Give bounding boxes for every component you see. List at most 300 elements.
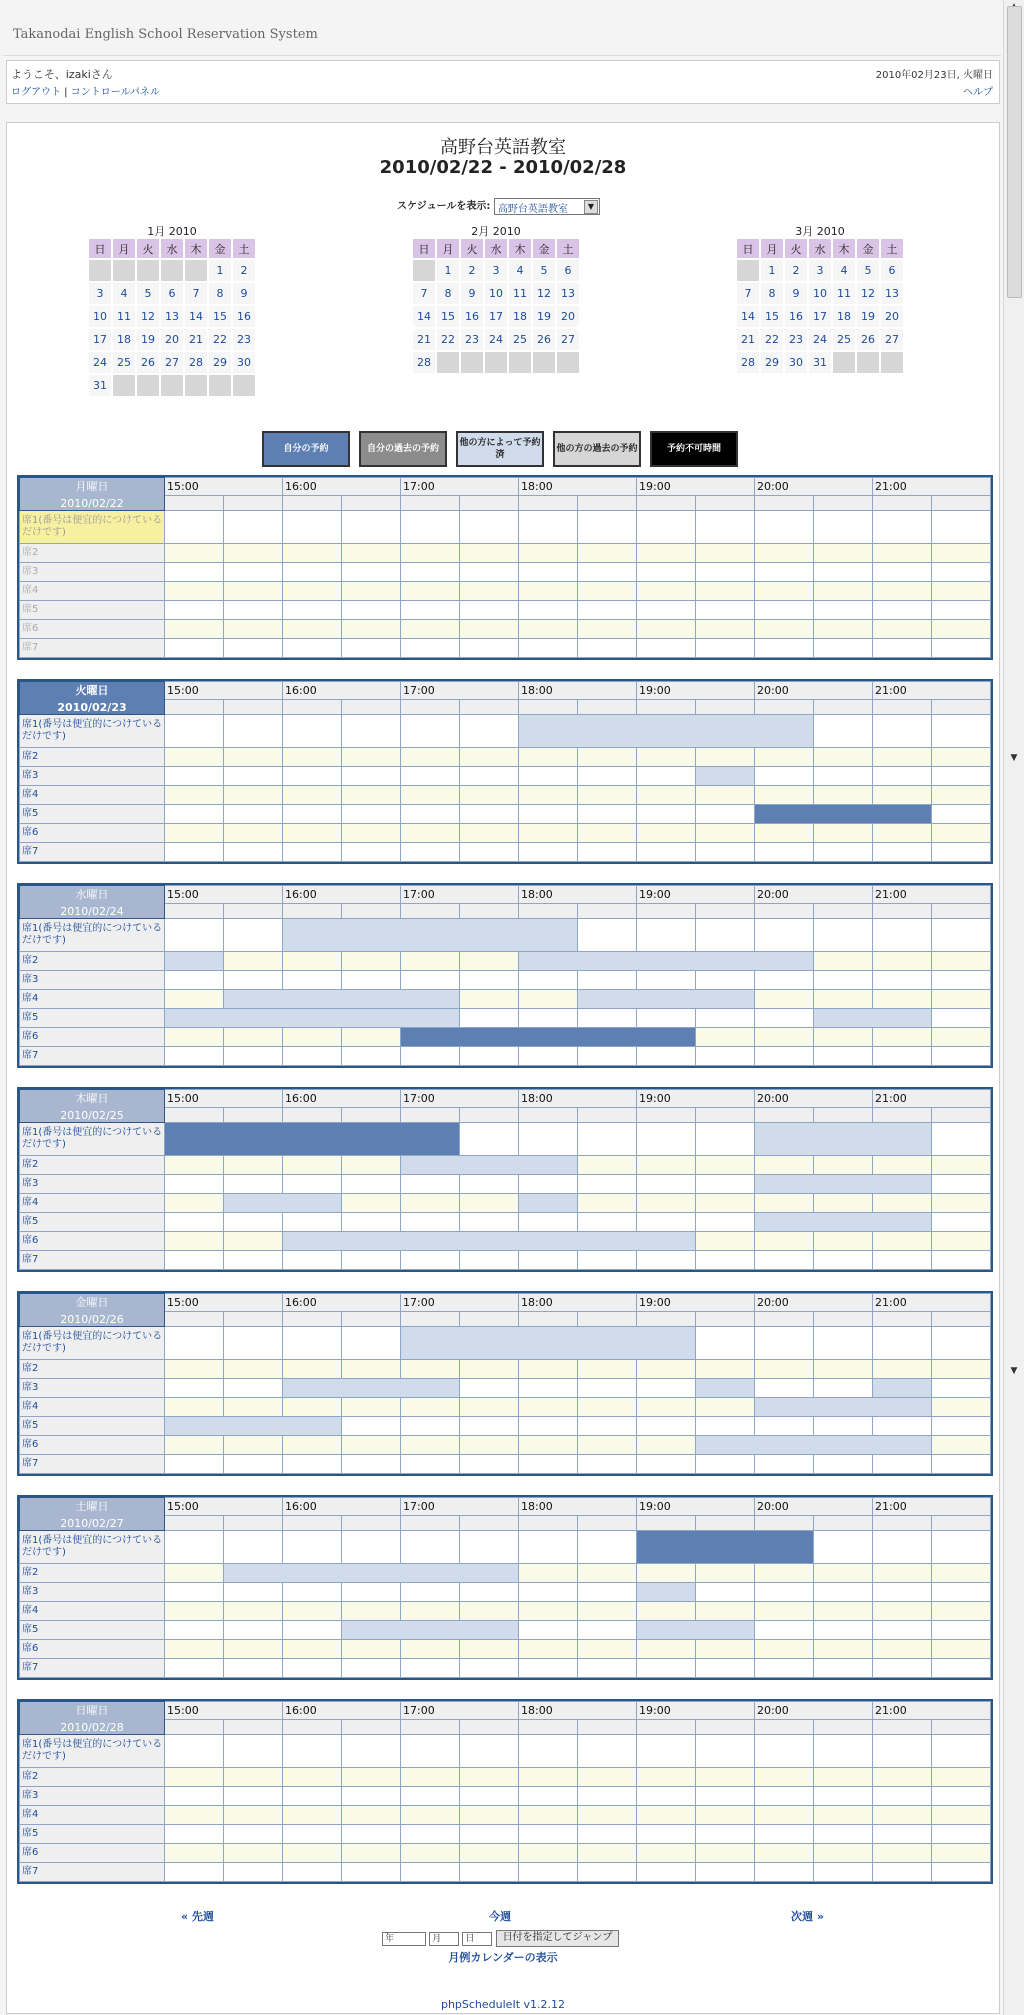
- time-slot[interactable]: [814, 1047, 873, 1066]
- time-slot[interactable]: [342, 824, 401, 843]
- time-slot[interactable]: [637, 1213, 696, 1232]
- time-slot[interactable]: [578, 748, 637, 767]
- calendar-day[interactable]: 29: [761, 352, 783, 373]
- jump-day-input[interactable]: 日: [462, 1932, 492, 1946]
- seat-label[interactable]: 席6: [20, 1640, 165, 1659]
- other-reservation[interactable]: [519, 1194, 578, 1213]
- time-slot[interactable]: [696, 1156, 755, 1175]
- time-slot[interactable]: [755, 1787, 814, 1806]
- time-slot[interactable]: [224, 843, 283, 862]
- other-reservation[interactable]: [283, 1232, 696, 1251]
- time-slot[interactable]: [637, 971, 696, 990]
- logout-link[interactable]: ログアウト: [11, 87, 61, 98]
- time-slot[interactable]: [873, 1787, 932, 1806]
- time-slot[interactable]: [696, 1194, 755, 1213]
- time-slot[interactable]: [165, 1455, 224, 1474]
- time-slot[interactable]: [342, 1844, 401, 1863]
- calendar-day[interactable]: 9: [233, 283, 255, 304]
- time-slot[interactable]: [578, 1787, 637, 1806]
- time-slot[interactable]: [873, 1825, 932, 1844]
- time-slot[interactable]: [283, 511, 342, 544]
- time-slot[interactable]: [342, 620, 401, 639]
- calendar-day[interactable]: 12: [857, 283, 879, 304]
- time-slot[interactable]: [578, 582, 637, 601]
- time-slot[interactable]: [460, 544, 519, 563]
- time-slot[interactable]: [755, 620, 814, 639]
- time-slot[interactable]: [165, 563, 224, 582]
- seat-label[interactable]: 席3: [20, 1175, 165, 1194]
- time-slot[interactable]: [283, 767, 342, 786]
- time-slot[interactable]: [165, 1251, 224, 1270]
- calendar-day[interactable]: 21: [185, 329, 207, 350]
- time-slot[interactable]: [932, 1232, 991, 1251]
- time-slot[interactable]: [578, 767, 637, 786]
- calendar-day[interactable]: 14: [737, 306, 759, 327]
- time-slot[interactable]: [342, 1436, 401, 1455]
- time-slot[interactable]: [165, 1436, 224, 1455]
- time-slot[interactable]: [401, 1768, 460, 1787]
- time-slot[interactable]: [401, 715, 460, 748]
- seat-label[interactable]: 席6: [20, 620, 165, 639]
- calendar-day[interactable]: 16: [461, 306, 483, 327]
- time-slot[interactable]: [932, 1047, 991, 1066]
- time-slot[interactable]: [165, 919, 224, 952]
- time-slot[interactable]: [814, 1844, 873, 1863]
- time-slot[interactable]: [696, 1213, 755, 1232]
- time-slot[interactable]: [401, 544, 460, 563]
- time-slot[interactable]: [519, 1735, 578, 1768]
- time-slot[interactable]: [165, 748, 224, 767]
- time-slot[interactable]: [401, 1360, 460, 1379]
- time-slot[interactable]: [873, 1659, 932, 1678]
- time-slot[interactable]: [342, 843, 401, 862]
- time-slot[interactable]: [873, 639, 932, 658]
- time-slot[interactable]: [932, 1621, 991, 1640]
- time-slot[interactable]: [637, 1123, 696, 1156]
- my-reservation[interactable]: [755, 805, 932, 824]
- jump-month-input[interactable]: 月: [429, 1932, 459, 1946]
- time-slot[interactable]: [578, 1251, 637, 1270]
- calendar-day[interactable]: 12: [533, 283, 555, 304]
- seat-label[interactable]: 席3: [20, 971, 165, 990]
- time-slot[interactable]: [342, 563, 401, 582]
- other-reservation[interactable]: [696, 1379, 755, 1398]
- time-slot[interactable]: [519, 824, 578, 843]
- time-slot[interactable]: [755, 1602, 814, 1621]
- time-slot[interactable]: [932, 843, 991, 862]
- time-slot[interactable]: [814, 952, 873, 971]
- time-slot[interactable]: [932, 1398, 991, 1417]
- time-slot[interactable]: [519, 563, 578, 582]
- this-week-link[interactable]: 今週: [489, 1910, 511, 1923]
- calendar-day[interactable]: 31: [89, 375, 111, 396]
- time-slot[interactable]: [224, 1602, 283, 1621]
- time-slot[interactable]: [460, 786, 519, 805]
- time-slot[interactable]: [814, 1768, 873, 1787]
- time-slot[interactable]: [578, 1863, 637, 1882]
- time-slot[interactable]: [224, 1806, 283, 1825]
- seat-label[interactable]: 席5: [20, 805, 165, 824]
- time-slot[interactable]: [696, 582, 755, 601]
- time-slot[interactable]: [283, 1360, 342, 1379]
- time-slot[interactable]: [401, 1583, 460, 1602]
- time-slot[interactable]: [224, 1825, 283, 1844]
- time-slot[interactable]: [873, 1047, 932, 1066]
- time-slot[interactable]: [755, 1640, 814, 1659]
- time-slot[interactable]: [814, 563, 873, 582]
- time-slot[interactable]: [342, 1213, 401, 1232]
- time-slot[interactable]: [165, 1047, 224, 1066]
- time-slot[interactable]: [637, 1360, 696, 1379]
- time-slot[interactable]: [224, 952, 283, 971]
- time-slot[interactable]: [755, 511, 814, 544]
- time-slot[interactable]: [637, 1564, 696, 1583]
- month-view-link[interactable]: 月例カレンダーの表示: [448, 1951, 558, 1964]
- time-slot[interactable]: [165, 1602, 224, 1621]
- time-slot[interactable]: [342, 582, 401, 601]
- time-slot[interactable]: [637, 767, 696, 786]
- time-slot[interactable]: [578, 971, 637, 990]
- time-slot[interactable]: [873, 1602, 932, 1621]
- time-slot[interactable]: [283, 639, 342, 658]
- calendar-day[interactable]: 19: [137, 329, 159, 350]
- time-slot[interactable]: [755, 601, 814, 620]
- time-slot[interactable]: [401, 843, 460, 862]
- seat-label[interactable]: 席1(番号は便宜的につけているだけです): [20, 1327, 165, 1360]
- time-slot[interactable]: [932, 1640, 991, 1659]
- time-slot[interactable]: [224, 1659, 283, 1678]
- time-slot[interactable]: [165, 1806, 224, 1825]
- time-slot[interactable]: [932, 1768, 991, 1787]
- seat-label[interactable]: 席7: [20, 1251, 165, 1270]
- time-slot[interactable]: [696, 971, 755, 990]
- time-slot[interactable]: [873, 1531, 932, 1564]
- other-reservation[interactable]: [165, 952, 224, 971]
- time-slot[interactable]: [696, 1175, 755, 1194]
- time-slot[interactable]: [696, 1417, 755, 1436]
- time-slot[interactable]: [932, 1175, 991, 1194]
- time-slot[interactable]: [578, 1583, 637, 1602]
- time-slot[interactable]: [283, 1787, 342, 1806]
- time-slot[interactable]: [401, 1213, 460, 1232]
- my-reservation[interactable]: [401, 1028, 696, 1047]
- time-slot[interactable]: [460, 620, 519, 639]
- time-slot[interactable]: [342, 1768, 401, 1787]
- time-slot[interactable]: [696, 1047, 755, 1066]
- calendar-day[interactable]: 16: [233, 306, 255, 327]
- calendar-day[interactable]: 4: [113, 283, 135, 304]
- time-slot[interactable]: [814, 639, 873, 658]
- time-slot[interactable]: [224, 601, 283, 620]
- time-slot[interactable]: [460, 1844, 519, 1863]
- time-slot[interactable]: [755, 919, 814, 952]
- time-slot[interactable]: [637, 1009, 696, 1028]
- time-slot[interactable]: [224, 1621, 283, 1640]
- time-slot[interactable]: [224, 1787, 283, 1806]
- time-slot[interactable]: [873, 767, 932, 786]
- calendar-day[interactable]: 15: [437, 306, 459, 327]
- time-slot[interactable]: [578, 1531, 637, 1564]
- seat-label[interactable]: 席2: [20, 1768, 165, 1787]
- calendar-day[interactable]: 6: [557, 260, 579, 281]
- scrollbar[interactable]: [1003, 0, 1024, 2015]
- time-slot[interactable]: [814, 1455, 873, 1474]
- other-reservation[interactable]: [224, 1564, 519, 1583]
- time-slot[interactable]: [755, 1621, 814, 1640]
- time-slot[interactable]: [932, 1213, 991, 1232]
- time-slot[interactable]: [283, 1640, 342, 1659]
- calendar-day[interactable]: 31: [809, 352, 831, 373]
- calendar-day[interactable]: 21: [413, 329, 435, 350]
- seat-label[interactable]: 席4: [20, 1194, 165, 1213]
- time-slot[interactable]: [932, 1825, 991, 1844]
- time-slot[interactable]: [873, 1564, 932, 1583]
- time-slot[interactable]: [342, 1360, 401, 1379]
- time-slot[interactable]: [637, 1844, 696, 1863]
- time-slot[interactable]: [401, 1175, 460, 1194]
- time-slot[interactable]: [578, 1009, 637, 1028]
- time-slot[interactable]: [873, 1735, 932, 1768]
- time-slot[interactable]: [578, 1123, 637, 1156]
- time-slot[interactable]: [637, 1379, 696, 1398]
- time-slot[interactable]: [932, 1360, 991, 1379]
- seat-label[interactable]: 席7: [20, 1047, 165, 1066]
- time-slot[interactable]: [224, 1844, 283, 1863]
- time-slot[interactable]: [873, 544, 932, 563]
- time-slot[interactable]: [165, 990, 224, 1009]
- time-slot[interactable]: [696, 1735, 755, 1768]
- time-slot[interactable]: [755, 1047, 814, 1066]
- time-slot[interactable]: [755, 971, 814, 990]
- seat-label[interactable]: 席5: [20, 1417, 165, 1436]
- time-slot[interactable]: [401, 1735, 460, 1768]
- time-slot[interactable]: [283, 1436, 342, 1455]
- time-slot[interactable]: [814, 1787, 873, 1806]
- time-slot[interactable]: [814, 1659, 873, 1678]
- time-slot[interactable]: [637, 582, 696, 601]
- time-slot[interactable]: [460, 1379, 519, 1398]
- time-slot[interactable]: [578, 1825, 637, 1844]
- time-slot[interactable]: [519, 1863, 578, 1882]
- calendar-day[interactable]: 17: [485, 306, 507, 327]
- time-slot[interactable]: [755, 990, 814, 1009]
- time-slot[interactable]: [578, 563, 637, 582]
- calendar-day[interactable]: 11: [509, 283, 531, 304]
- time-slot[interactable]: [283, 1047, 342, 1066]
- calendar-day[interactable]: 10: [89, 306, 111, 327]
- time-slot[interactable]: [283, 824, 342, 843]
- time-slot[interactable]: [283, 1028, 342, 1047]
- time-slot[interactable]: [637, 805, 696, 824]
- time-slot[interactable]: [460, 1455, 519, 1474]
- time-slot[interactable]: [637, 511, 696, 544]
- time-slot[interactable]: [932, 1735, 991, 1768]
- time-slot[interactable]: [519, 1787, 578, 1806]
- time-slot[interactable]: [342, 1327, 401, 1360]
- calendar-day[interactable]: 10: [485, 283, 507, 304]
- seat-label[interactable]: 席1(番号は便宜的につけているだけです): [20, 919, 165, 952]
- time-slot[interactable]: [755, 1379, 814, 1398]
- time-slot[interactable]: [224, 748, 283, 767]
- seat-label[interactable]: 席2: [20, 748, 165, 767]
- time-slot[interactable]: [224, 544, 283, 563]
- time-slot[interactable]: [224, 1583, 283, 1602]
- time-slot[interactable]: [283, 1455, 342, 1474]
- time-slot[interactable]: [932, 715, 991, 748]
- time-slot[interactable]: [696, 1232, 755, 1251]
- time-slot[interactable]: [814, 1564, 873, 1583]
- seat-label[interactable]: 席1(番号は便宜的につけているだけです): [20, 1735, 165, 1768]
- time-slot[interactable]: [283, 843, 342, 862]
- time-slot[interactable]: [224, 563, 283, 582]
- time-slot[interactable]: [224, 824, 283, 843]
- calendar-day[interactable]: 1: [437, 260, 459, 281]
- time-slot[interactable]: [696, 639, 755, 658]
- time-slot[interactable]: [165, 1028, 224, 1047]
- calendar-day[interactable]: 17: [809, 306, 831, 327]
- control-panel-link[interactable]: コントロールパネル: [70, 87, 160, 98]
- time-slot[interactable]: [814, 620, 873, 639]
- time-slot[interactable]: [578, 1436, 637, 1455]
- time-slot[interactable]: [283, 1398, 342, 1417]
- calendar-day[interactable]: 7: [185, 283, 207, 304]
- seat-label[interactable]: 席6: [20, 1436, 165, 1455]
- time-slot[interactable]: [578, 1768, 637, 1787]
- seat-label[interactable]: 席7: [20, 1863, 165, 1882]
- time-slot[interactable]: [165, 1379, 224, 1398]
- my-reservation[interactable]: [637, 1531, 814, 1564]
- seat-label[interactable]: 席6: [20, 824, 165, 843]
- time-slot[interactable]: [460, 639, 519, 658]
- seat-label[interactable]: 席5: [20, 1213, 165, 1232]
- time-slot[interactable]: [696, 511, 755, 544]
- time-slot[interactable]: [165, 1194, 224, 1213]
- time-slot[interactable]: [460, 563, 519, 582]
- time-slot[interactable]: [519, 805, 578, 824]
- time-slot[interactable]: [814, 1379, 873, 1398]
- time-slot[interactable]: [814, 1360, 873, 1379]
- time-slot[interactable]: [342, 1175, 401, 1194]
- time-slot[interactable]: [342, 601, 401, 620]
- time-slot[interactable]: [401, 1787, 460, 1806]
- time-slot[interactable]: [460, 1398, 519, 1417]
- time-slot[interactable]: [519, 971, 578, 990]
- time-slot[interactable]: [165, 544, 224, 563]
- calendar-day[interactable]: 11: [113, 306, 135, 327]
- time-slot[interactable]: [755, 563, 814, 582]
- seat-label[interactable]: 席3: [20, 1583, 165, 1602]
- time-slot[interactable]: [637, 1640, 696, 1659]
- time-slot[interactable]: [873, 620, 932, 639]
- calendar-day[interactable]: 13: [881, 283, 903, 304]
- time-slot[interactable]: [401, 748, 460, 767]
- time-slot[interactable]: [283, 1583, 342, 1602]
- time-slot[interactable]: [342, 1640, 401, 1659]
- seat-label[interactable]: 席6: [20, 1232, 165, 1251]
- time-slot[interactable]: [401, 1844, 460, 1863]
- time-slot[interactable]: [519, 1123, 578, 1156]
- calendar-day[interactable]: 2: [785, 260, 807, 281]
- time-slot[interactable]: [224, 1251, 283, 1270]
- time-slot[interactable]: [696, 1659, 755, 1678]
- time-slot[interactable]: [460, 952, 519, 971]
- time-slot[interactable]: [401, 786, 460, 805]
- time-slot[interactable]: [342, 1825, 401, 1844]
- time-slot[interactable]: [578, 805, 637, 824]
- time-slot[interactable]: [637, 639, 696, 658]
- time-slot[interactable]: [755, 1806, 814, 1825]
- time-slot[interactable]: [932, 1863, 991, 1882]
- time-slot[interactable]: [814, 786, 873, 805]
- jump-year-input[interactable]: 年: [382, 1932, 426, 1946]
- other-reservation[interactable]: [165, 1009, 460, 1028]
- time-slot[interactable]: [755, 582, 814, 601]
- time-slot[interactable]: [224, 1735, 283, 1768]
- time-slot[interactable]: [637, 1659, 696, 1678]
- time-slot[interactable]: [401, 952, 460, 971]
- time-slot[interactable]: [165, 1583, 224, 1602]
- calendar-day[interactable]: 23: [461, 329, 483, 350]
- time-slot[interactable]: [873, 601, 932, 620]
- time-slot[interactable]: [283, 1863, 342, 1882]
- time-slot[interactable]: [814, 1621, 873, 1640]
- time-slot[interactable]: [932, 971, 991, 990]
- time-slot[interactable]: [401, 1436, 460, 1455]
- calendar-day[interactable]: 23: [785, 329, 807, 350]
- seat-label[interactable]: 席1(番号は便宜的につけているだけです): [20, 1531, 165, 1564]
- seat-label[interactable]: 席7: [20, 639, 165, 658]
- seat-label[interactable]: 席6: [20, 1028, 165, 1047]
- time-slot[interactable]: [637, 544, 696, 563]
- time-slot[interactable]: [932, 1251, 991, 1270]
- scroll-down-icon[interactable]: ▼: [1010, 1366, 1018, 1376]
- time-slot[interactable]: [460, 971, 519, 990]
- time-slot[interactable]: [342, 748, 401, 767]
- time-slot[interactable]: [755, 1564, 814, 1583]
- seat-label[interactable]: 席7: [20, 1659, 165, 1678]
- time-slot[interactable]: [755, 544, 814, 563]
- time-slot[interactable]: [696, 843, 755, 862]
- time-slot[interactable]: [519, 786, 578, 805]
- seat-label[interactable]: 席3: [20, 563, 165, 582]
- time-slot[interactable]: [755, 786, 814, 805]
- calendar-day[interactable]: 21: [737, 329, 759, 350]
- time-slot[interactable]: [519, 582, 578, 601]
- time-slot[interactable]: [342, 1417, 401, 1436]
- seat-label[interactable]: 席5: [20, 601, 165, 620]
- calendar-day[interactable]: 19: [857, 306, 879, 327]
- time-slot[interactable]: [696, 601, 755, 620]
- time-slot[interactable]: [932, 1028, 991, 1047]
- time-slot[interactable]: [165, 805, 224, 824]
- time-slot[interactable]: [814, 990, 873, 1009]
- time-slot[interactable]: [873, 582, 932, 601]
- time-slot[interactable]: [637, 843, 696, 862]
- time-slot[interactable]: [696, 1251, 755, 1270]
- time-slot[interactable]: [401, 601, 460, 620]
- time-slot[interactable]: [814, 1806, 873, 1825]
- time-slot[interactable]: [283, 715, 342, 748]
- time-slot[interactable]: [814, 1863, 873, 1882]
- calendar-day[interactable]: 27: [557, 329, 579, 350]
- time-slot[interactable]: [755, 843, 814, 862]
- time-slot[interactable]: [519, 601, 578, 620]
- time-slot[interactable]: [637, 1175, 696, 1194]
- time-slot[interactable]: [519, 1806, 578, 1825]
- time-slot[interactable]: [696, 1768, 755, 1787]
- time-slot[interactable]: [165, 1156, 224, 1175]
- time-slot[interactable]: [578, 919, 637, 952]
